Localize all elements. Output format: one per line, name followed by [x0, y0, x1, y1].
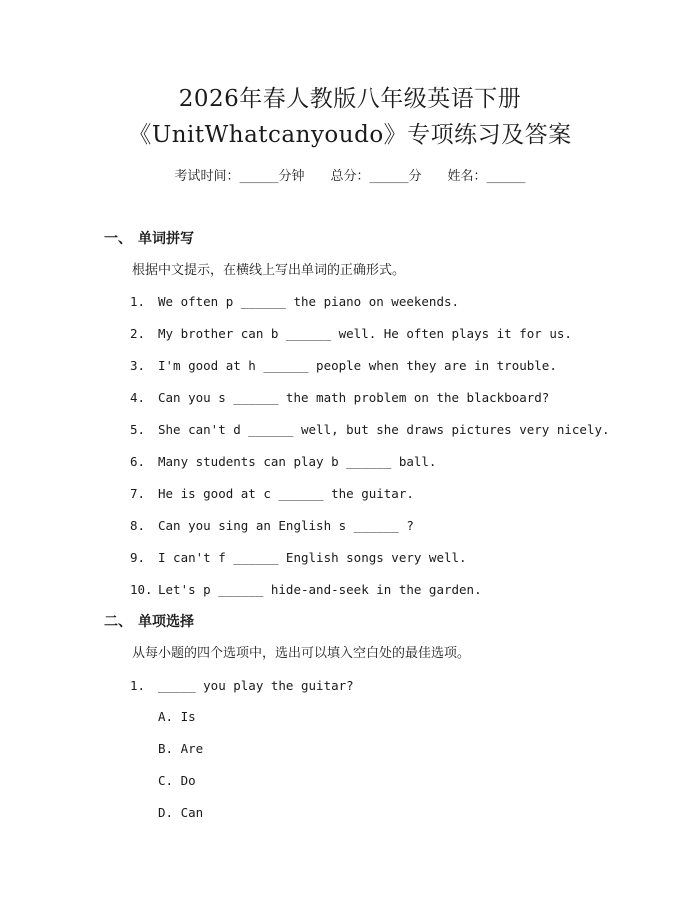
question-item	[130, 549, 467, 567]
section-instruction: 从每小题的四个选项中，选出可以填入空白处的最佳选项。	[132, 646, 471, 661]
question-item	[130, 517, 414, 535]
question-item	[130, 293, 459, 311]
section-number: 二、	[104, 614, 132, 630]
question-text: She can't d ______ well, but she draws pictures very nicely.	[158, 422, 610, 437]
question-text: Can you s ______ the math problem on the blackboard?	[158, 390, 550, 405]
question-text: I'm good at h ______ people when they are in trouble.	[158, 358, 557, 373]
question-text: We often p ______ the piano on weekends.	[158, 294, 460, 309]
section-title: 单词拼写	[138, 231, 194, 247]
question-item	[130, 389, 549, 407]
question-number: 6.	[130, 454, 146, 469]
question-item	[130, 453, 436, 471]
question-number: 9.	[130, 550, 146, 565]
question-text: My brother can b ______ well. He often plays it for us.	[158, 326, 572, 341]
question-number: 8.	[130, 518, 146, 533]
answer-option-c: C. Do	[158, 773, 196, 788]
question-text: I can't f ______ English songs very well.	[158, 550, 467, 565]
question-item	[130, 581, 482, 599]
question-number: 7.	[130, 486, 146, 501]
question-item	[130, 357, 557, 375]
question-text: He is good at c ______ the guitar.	[158, 486, 414, 501]
section-title: 单项选择	[138, 614, 194, 630]
question-number: 1.	[130, 678, 146, 693]
section-instruction: 根据中文提示，在横线上写出单词的正确形式。	[132, 263, 406, 278]
question-text: Many students can play b ______ ball.	[158, 454, 437, 469]
question-number: 10.	[130, 582, 153, 597]
question-item	[130, 325, 572, 343]
exam-meta	[0, 168, 700, 186]
question-text: _____ you play the guitar?	[158, 678, 354, 693]
total-score-field: 总分：______分	[330, 169, 422, 184]
question-number: 4.	[130, 390, 146, 405]
question-item	[130, 421, 610, 439]
answer-option-b: B. Are	[158, 741, 204, 756]
document-title-line2: 《UnitWhatcanyoudo》专项练习及答案	[128, 122, 572, 148]
question-number: 5.	[130, 422, 146, 437]
section-heading	[104, 612, 194, 632]
question-item	[130, 485, 414, 503]
question-number: 3.	[130, 358, 146, 373]
question-number: 1.	[130, 294, 146, 309]
section-heading	[104, 229, 194, 249]
document-title-line1: 2026年春人教版八年级英语下册	[178, 86, 522, 112]
student-name-field: 姓名：______	[447, 169, 526, 184]
exam-time-field: 考试时间：______分钟	[174, 169, 305, 184]
question-text: Can you sing an English s ______ ?	[158, 518, 414, 533]
answer-option-d: D. Can	[158, 805, 204, 820]
answer-option-a: A. Is	[158, 709, 196, 724]
question-number: 2.	[130, 326, 146, 341]
section-number: 一、	[104, 231, 132, 247]
question-item	[130, 677, 354, 695]
question-text: Let's p ______ hide-and-seek in the garden.	[158, 582, 482, 597]
